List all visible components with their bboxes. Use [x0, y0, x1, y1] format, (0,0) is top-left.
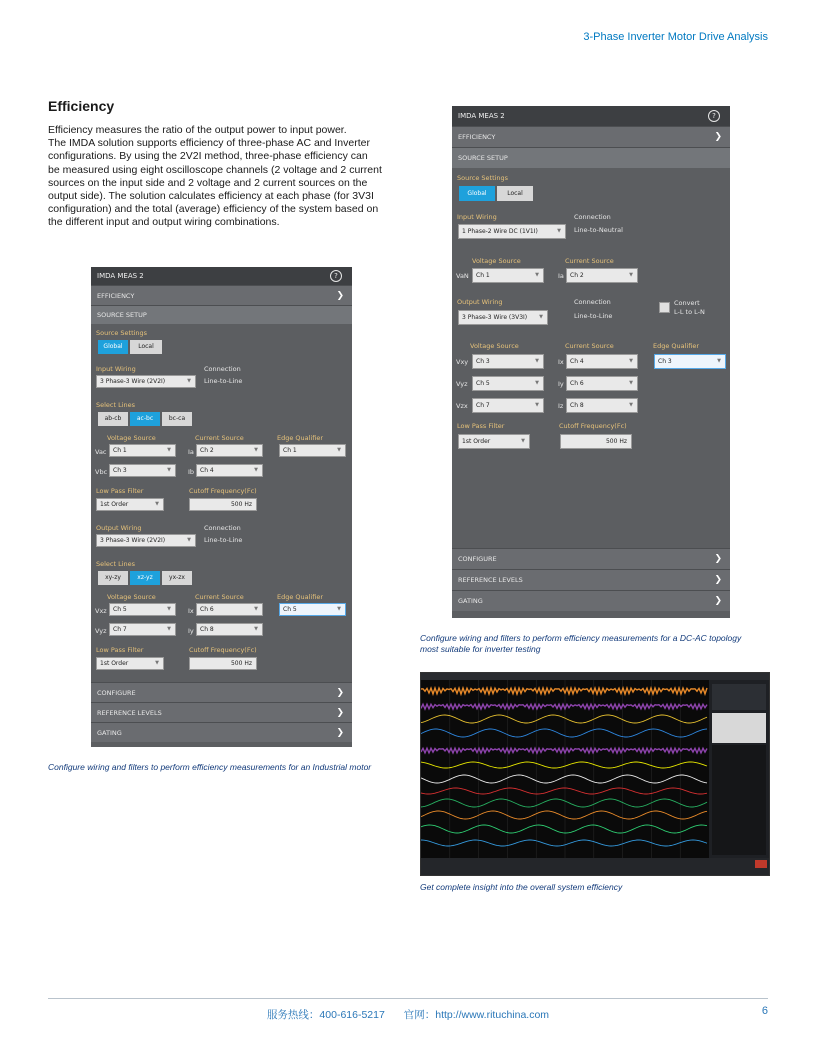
dropdown-value: Ch 5 — [113, 606, 127, 613]
reference-levels-row[interactable] — [452, 569, 730, 590]
chevron-down-icon: ▼ — [629, 358, 633, 364]
help-icon[interactable]: ? — [708, 110, 720, 122]
chevron-down-icon: ▼ — [535, 380, 539, 386]
vzx-dropdown[interactable] — [472, 398, 544, 413]
gating-row[interactable] — [452, 590, 730, 611]
line-button-xz-yz[interactable]: xz-yz — [130, 571, 160, 585]
efficiency-label: EFFICIENCY — [97, 291, 135, 300]
chevron-down-icon: ▼ — [535, 358, 539, 364]
dropdown-value: Ch 1 — [113, 447, 127, 454]
chevron-down-icon: ▼ — [187, 537, 191, 543]
oscilloscope-waveform-image — [421, 673, 769, 875]
section-title: Efficiency — [48, 98, 115, 114]
iy-label: Iy — [188, 627, 194, 635]
reference-levels-label: REFERENCE LEVELS — [458, 576, 523, 584]
connection-label: Connection — [204, 365, 241, 373]
gating-label: GATING — [97, 728, 122, 737]
body-line: configurations. By using the 2V2I method, three-phase efficiency can — [48, 150, 368, 163]
dropdown-value: 1st Order — [100, 660, 129, 667]
dropdown-value: 3 Phase-3 Wire (2V2I) — [100, 537, 166, 544]
dropdown-value: Ch 2 — [570, 272, 584, 279]
dropdown-value: Ch 2 — [200, 447, 214, 454]
edge-qualifier-dropdown[interactable] — [279, 444, 346, 457]
dropdown-value: Ch 4 — [200, 467, 214, 474]
dropdown-value: Ch 1 — [476, 272, 490, 279]
vyz-dropdown[interactable] — [472, 376, 544, 391]
input-wiring-label: Input Wiring — [96, 365, 136, 373]
connection-value: Line-to-Line — [204, 377, 243, 385]
current-source-label: Current Source — [565, 257, 614, 265]
reference-levels-row[interactable] — [91, 702, 352, 722]
vxy-label: Vxy — [456, 358, 469, 366]
current-source-label: Current Source — [565, 342, 614, 350]
vyz-dropdown[interactable] — [109, 623, 176, 636]
low-pass-filter-label: Low Pass Filter — [96, 646, 144, 654]
voltage-source-label: Voltage Source — [107, 434, 156, 442]
chevron-down-icon: ▼ — [167, 447, 171, 453]
chevron-right-icon: ❯ — [336, 290, 344, 301]
low-pass-dropdown[interactable] — [458, 434, 530, 449]
help-icon[interactable]: ? — [330, 270, 342, 282]
vbc-label: Vbc — [95, 468, 108, 476]
caption-line: Configure wiring and filters to perform efficiency measurements for a DC-AC topology — [420, 633, 742, 643]
select-lines-label: Select Lines — [96, 560, 136, 568]
reference-levels-label: REFERENCE LEVELS — [97, 708, 162, 717]
dropdown-value: Ch 8 — [570, 402, 584, 409]
vzx-label: Vzx — [456, 402, 468, 410]
configure-row[interactable] — [91, 682, 352, 702]
chevron-down-icon: ▼ — [717, 358, 721, 364]
output-wiring-label: Output Wiring — [457, 298, 503, 306]
cutoff-frequency-input[interactable]: 500 Hz — [189, 498, 257, 511]
dropdown-value: 1st Order — [100, 501, 129, 508]
connection-label: Connection — [574, 298, 611, 306]
footer — [0, 1007, 816, 1022]
chevron-down-icon: ▼ — [629, 272, 633, 278]
panel-title: IMDA MEAS 2 — [458, 112, 505, 120]
ix-dropdown[interactable] — [196, 603, 263, 616]
input-wiring-label: Input Wiring — [457, 213, 497, 221]
configure-label: CONFIGURE — [97, 688, 136, 697]
dropdown-value: 1 Phase-2 Wire DC (1V1I) — [462, 228, 538, 235]
dropdown-value: 3 Phase-3 Wire (2V2I) — [100, 378, 166, 385]
chevron-down-icon: ▼ — [629, 380, 633, 386]
chevron-down-icon: ▼ — [557, 228, 561, 234]
line-button-bc-ca[interactable]: bc-ca — [162, 412, 192, 426]
chevron-down-icon: ▼ — [254, 606, 258, 612]
chevron-right-icon: ❯ — [336, 687, 344, 698]
efficiency-label: EFFICIENCY — [458, 133, 496, 141]
voltage-source-label: Voltage Source — [107, 593, 156, 601]
ia-dropdown[interactable] — [196, 444, 263, 457]
chevron-right-icon: ❯ — [336, 727, 344, 738]
low-pass-dropdown[interactable] — [96, 498, 164, 511]
chevron-down-icon: ▼ — [155, 501, 159, 507]
low-pass-filter-label: Low Pass Filter — [457, 422, 505, 430]
body-line: the different input and output wiring combinations. — [48, 216, 280, 229]
iz-label: Iz — [558, 402, 564, 410]
chevron-right-icon: ❯ — [336, 707, 344, 718]
dropdown-value: Ch 3 — [476, 358, 490, 365]
gating-label: GATING — [458, 597, 483, 605]
chevron-down-icon: ▼ — [155, 660, 159, 666]
dropdown-value: 3 Phase-3 Wire (3V3I) — [462, 314, 528, 321]
low-pass-dropdown[interactable] — [96, 657, 164, 670]
panel-header — [91, 267, 352, 285]
chevron-down-icon: ▼ — [539, 314, 543, 320]
convert-label: Convert — [674, 299, 700, 307]
chevron-down-icon: ▼ — [254, 626, 258, 632]
vxy-dropdown[interactable] — [472, 354, 544, 369]
ib-dropdown[interactable] — [196, 464, 263, 477]
chevron-down-icon: ▼ — [254, 467, 258, 473]
footer-divider — [48, 998, 768, 999]
voltage-source-label: Voltage Source — [470, 342, 519, 350]
ix-dropdown[interactable] — [566, 354, 638, 369]
source-setup-header[interactable]: SOURCE SETUP — [91, 305, 352, 324]
chevron-down-icon: ▼ — [337, 606, 341, 612]
dropdown-value: Ch 6 — [200, 606, 214, 613]
configure-row[interactable] — [452, 548, 730, 569]
panel-header — [452, 106, 730, 126]
configure-label: CONFIGURE — [458, 555, 497, 563]
chevron-down-icon: ▼ — [167, 626, 171, 632]
ia-dropdown[interactable] — [566, 268, 638, 283]
vxz-label: Vxz — [95, 607, 107, 615]
chevron-down-icon: ▼ — [629, 402, 633, 408]
body-line: Efficiency measures the ratio of the output power to input power. — [48, 124, 347, 136]
connection-label: Connection — [574, 213, 611, 221]
cutoff-frequency-label: Cutoff Frequency(Fc) — [189, 646, 257, 654]
current-source-label: Current Source — [195, 434, 244, 442]
dropdown-value: Ch 3 — [113, 467, 127, 474]
connection-value: Line-to-Line — [574, 312, 613, 320]
iz-dropdown[interactable] — [566, 398, 638, 413]
body-line: sources on the input side and 2 voltage and 2 current sources on the — [48, 176, 368, 189]
iy-label: Iy — [558, 380, 564, 388]
source-setup-header[interactable]: SOURCE SETUP — [452, 147, 730, 168]
efficiency-row[interactable] — [91, 285, 352, 305]
caption-left: Configure wiring and filters to perform efficiency measurements for an Industrial motor — [48, 762, 372, 772]
chevron-right-icon: ❯ — [714, 554, 722, 564]
local-button[interactable]: Local — [497, 186, 533, 201]
connection-value: Line-to-Neutral — [574, 226, 623, 234]
imda-panel-industrial — [91, 267, 352, 747]
chevron-right-icon: ❯ — [714, 132, 722, 142]
edge-qualifier-dropdown[interactable] — [654, 354, 726, 369]
chevron-down-icon: ▼ — [254, 447, 258, 453]
chevron-down-icon: ▼ — [521, 438, 525, 444]
edge-qualifier-label: Edge Qualifier — [653, 342, 700, 350]
output-wiring-dropdown[interactable] — [96, 534, 196, 547]
dropdown-value: Ch 4 — [570, 358, 584, 365]
dropdown-value: Ch 8 — [200, 626, 214, 633]
body-line: be measured using eight oscilloscope channels (2 voltage and 2 current — [48, 163, 382, 176]
chevron-down-icon: ▼ — [535, 402, 539, 408]
body-line: configuration) and the total (average) efficiency of the system based on — [48, 203, 379, 216]
global-button[interactable]: Global — [459, 186, 495, 201]
chevron-down-icon: ▼ — [187, 378, 191, 384]
cutoff-frequency-label: Cutoff Frequency(Fc) — [189, 487, 257, 495]
running-header: 3-Phase Inverter Motor Drive Analysis — [583, 31, 768, 43]
imda-panel-dc-ac — [452, 106, 730, 618]
edge-qualifier-label: Edge Qualifier — [277, 434, 324, 442]
vxz-dropdown[interactable] — [109, 603, 176, 616]
ib-label: Ib — [188, 468, 195, 476]
vac-dropdown[interactable] — [109, 444, 176, 457]
body-line: output side). The solution calculates efficiency at each phase (for 3V3I — [48, 190, 374, 203]
source-settings-label: Source Settings — [96, 329, 148, 337]
source-settings-label: Source Settings — [457, 174, 509, 182]
dropdown-value: Ch 7 — [476, 402, 490, 409]
ia-label: Ia — [188, 448, 194, 456]
chevron-right-icon: ❯ — [714, 575, 722, 585]
connection-value: Line-to-Line — [204, 536, 243, 544]
voltage-source-label: Voltage Source — [472, 257, 521, 265]
convert-checkbox[interactable] — [659, 302, 670, 313]
low-pass-filter-label: Low Pass Filter — [96, 487, 144, 495]
source-setup-body — [452, 168, 730, 548]
vyz-label: Vyz — [456, 380, 468, 388]
vyz-label: Vyz — [95, 627, 107, 635]
dropdown-value: Ch 5 — [283, 606, 297, 613]
vbc-dropdown[interactable] — [109, 464, 176, 477]
oscilloscope-screenshot — [420, 672, 770, 876]
convert-label-2: L-L to L-N — [674, 308, 705, 316]
dropdown-value: Ch 3 — [658, 358, 672, 365]
input-wiring-dropdown[interactable] — [458, 224, 566, 239]
line-button-yx-zx[interactable]: yx-zx — [162, 571, 192, 585]
panel-title: IMDA MEAS 2 — [97, 272, 144, 280]
source-setup-body — [91, 324, 352, 682]
efficiency-row[interactable] — [452, 126, 730, 147]
global-button[interactable]: Global — [98, 340, 128, 354]
vac-label: Vac — [95, 448, 107, 456]
footer-hotline: 服务热线：400-616-5217 — [266, 1009, 385, 1021]
dropdown-value: Ch 5 — [476, 380, 490, 387]
input-wiring-dropdown[interactable] — [96, 375, 196, 388]
edge-qualifier-dropdown[interactable] — [279, 603, 346, 616]
cutoff-frequency-input[interactable]: 500 Hz — [189, 657, 257, 670]
van-dropdown[interactable] — [472, 268, 544, 283]
dropdown-value: Ch 1 — [283, 447, 297, 454]
gating-row[interactable] — [91, 722, 352, 742]
footer-website[interactable]: 官网：http://www.rituchina.com — [403, 1009, 550, 1021]
chevron-down-icon: ▼ — [535, 272, 539, 278]
van-label: VaN — [456, 272, 469, 280]
local-button[interactable]: Local — [130, 340, 162, 354]
caption-right — [420, 633, 770, 655]
line-button-ac-bc[interactable]: ac-bc — [130, 412, 160, 426]
body-text — [48, 124, 398, 230]
ix-label: Ix — [558, 358, 564, 366]
iy-dropdown[interactable] — [196, 623, 263, 636]
output-wiring-dropdown[interactable] — [458, 310, 548, 325]
cutoff-frequency-input[interactable]: 500 Hz — [560, 434, 632, 449]
dropdown-value: 1st Order — [462, 438, 491, 445]
edge-qualifier-label: Edge Qualifier — [277, 593, 324, 601]
output-wiring-label: Output Wiring — [96, 524, 142, 532]
iy-dropdown[interactable] — [566, 376, 638, 391]
line-button-ab-cb[interactable]: ab-cb — [98, 412, 128, 426]
chevron-right-icon: ❯ — [714, 596, 722, 606]
line-button-xy-zy[interactable]: xy-zy — [98, 571, 128, 585]
cutoff-frequency-label: Cutoff Frequency(Fc) — [559, 422, 627, 430]
chevron-down-icon: ▼ — [167, 467, 171, 473]
connection-label: Connection — [204, 524, 241, 532]
dropdown-value: Ch 6 — [570, 380, 584, 387]
select-lines-label: Select Lines — [96, 401, 136, 409]
current-source-label: Current Source — [195, 593, 244, 601]
chevron-down-icon: ▼ — [337, 447, 341, 453]
page-number: 6 — [761, 1005, 768, 1017]
body-line: The IMDA solution supports efficiency of three-phase AC and Inverter — [48, 137, 370, 150]
dropdown-value: Ch 7 — [113, 626, 127, 633]
caption-scope: Get complete insight into the overall system efficiency — [420, 882, 623, 892]
chevron-down-icon: ▼ — [167, 606, 171, 612]
ia-label: Ia — [558, 272, 564, 280]
ix-label: Ix — [188, 607, 194, 615]
caption-line: most suitable for inverter testing — [420, 644, 541, 654]
